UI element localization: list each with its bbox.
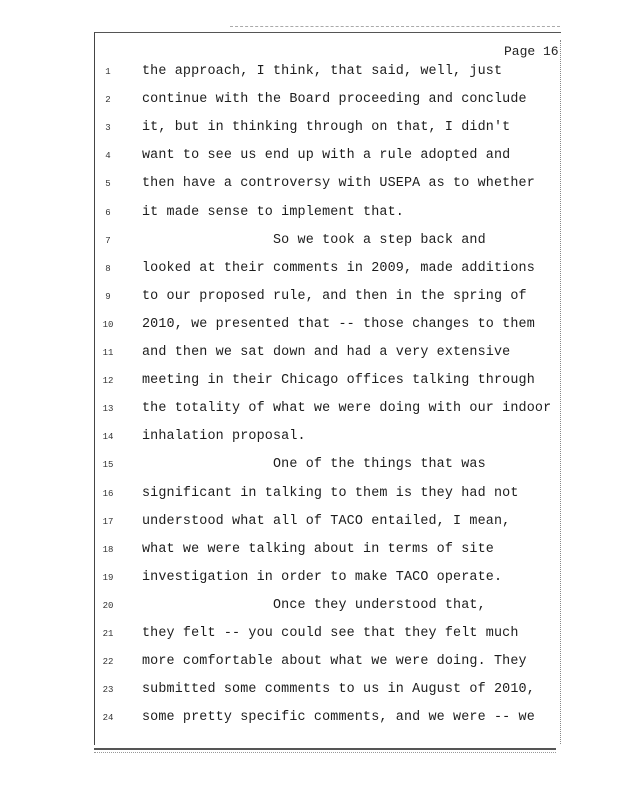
- line-text: 2010, we presented that -- those changes to them: [142, 316, 535, 332]
- line-number: 5: [105, 179, 111, 190]
- transcript-line: [0, 710, 618, 730]
- line-number: 13: [102, 404, 114, 415]
- line-number: 15: [102, 460, 114, 471]
- transcript-line: [0, 120, 618, 140]
- transcript-line: [0, 429, 618, 449]
- line-number: 18: [102, 544, 114, 555]
- line-text: it, but in thinking through on that, I didn't: [142, 120, 511, 136]
- line-number: 6: [105, 207, 111, 218]
- line-text: submitted some comments to us in August of 2010,: [142, 682, 535, 698]
- transcript-line: [0, 570, 618, 590]
- transcript-line: [0, 542, 618, 562]
- transcript-line: [0, 457, 618, 477]
- transcript-line: [0, 626, 618, 646]
- line-text: to our proposed rule, and then in the spring of: [142, 288, 527, 304]
- line-number: 10: [102, 319, 114, 330]
- top-scan-marks: [230, 26, 560, 27]
- line-number: 23: [102, 685, 114, 696]
- transcript-line: [0, 289, 618, 309]
- transcript-line: [0, 345, 618, 365]
- line-text: So we took a step back and: [142, 232, 486, 248]
- line-number: 9: [105, 291, 111, 302]
- line-text: Once they understood that,: [142, 597, 486, 613]
- transcript-line: [0, 148, 618, 168]
- line-text: understood what all of TACO entailed, I mean,: [142, 513, 511, 529]
- line-number: 8: [105, 263, 111, 274]
- line-text: more comfortable about what we were doing. They: [142, 654, 527, 670]
- transcript-line: [0, 317, 618, 337]
- line-text: investigation in order to make TACO operate.: [142, 569, 503, 585]
- line-number: 3: [105, 123, 111, 134]
- page-number: Page 16: [504, 44, 559, 59]
- line-number: 1: [105, 67, 111, 77]
- transcript-line: [0, 486, 618, 506]
- line-number: 22: [102, 657, 114, 668]
- line-text: significant in talking to them is they had not: [142, 485, 519, 501]
- transcript-line: [0, 401, 618, 421]
- line-text: then have a controversy with USEPA as to whether: [142, 176, 535, 192]
- transcript-line: [0, 682, 618, 702]
- transcript-line: [0, 64, 618, 84]
- line-text: inhalation proposal.: [142, 429, 306, 445]
- line-text: what we were talking about in terms of site: [142, 541, 494, 557]
- line-number: 11: [102, 348, 114, 358]
- transcript-line: [0, 373, 618, 393]
- line-number: 4: [105, 151, 111, 162]
- line-text: and then we sat down and had a very extensive: [142, 345, 511, 360]
- transcript-line: [0, 176, 618, 196]
- line-number: 12: [102, 376, 114, 387]
- line-text: the totality of what we were doing with our indoor: [142, 401, 552, 417]
- line-number: 21: [102, 629, 114, 639]
- line-text: One of the things that was: [142, 457, 486, 473]
- transcript-line: [0, 261, 618, 281]
- line-number: 19: [102, 572, 114, 583]
- transcript-line: [0, 654, 618, 674]
- line-number: 24: [102, 713, 114, 724]
- transcript-line: [0, 514, 618, 534]
- transcript-line: [0, 598, 618, 618]
- transcript-line: [0, 92, 618, 112]
- transcript-line: [0, 233, 618, 253]
- line-number: 14: [102, 432, 114, 443]
- bottom-rule-dotted: [94, 752, 556, 753]
- transcript-line: [0, 205, 618, 225]
- line-text: some pretty specific comments, and we were -- we: [142, 710, 535, 726]
- line-text: meeting in their Chicago offices talking through: [142, 373, 535, 389]
- line-number: 7: [105, 235, 111, 246]
- line-number: 16: [102, 488, 114, 499]
- line-text: it made sense to implement that.: [142, 204, 404, 220]
- line-text: the approach, I think, that said, well, just: [142, 64, 503, 79]
- line-text: looked at their comments in 2009, made additions: [142, 260, 535, 276]
- bottom-rule: [94, 748, 556, 750]
- line-text: they felt -- you could see that they felt much: [142, 626, 519, 641]
- line-text: continue with the Board proceeding and conclude: [142, 92, 527, 108]
- line-number: 2: [105, 95, 111, 106]
- line-number: 17: [102, 516, 114, 527]
- line-number: 20: [102, 600, 114, 611]
- line-text: want to see us end up with a rule adopted and: [142, 148, 511, 164]
